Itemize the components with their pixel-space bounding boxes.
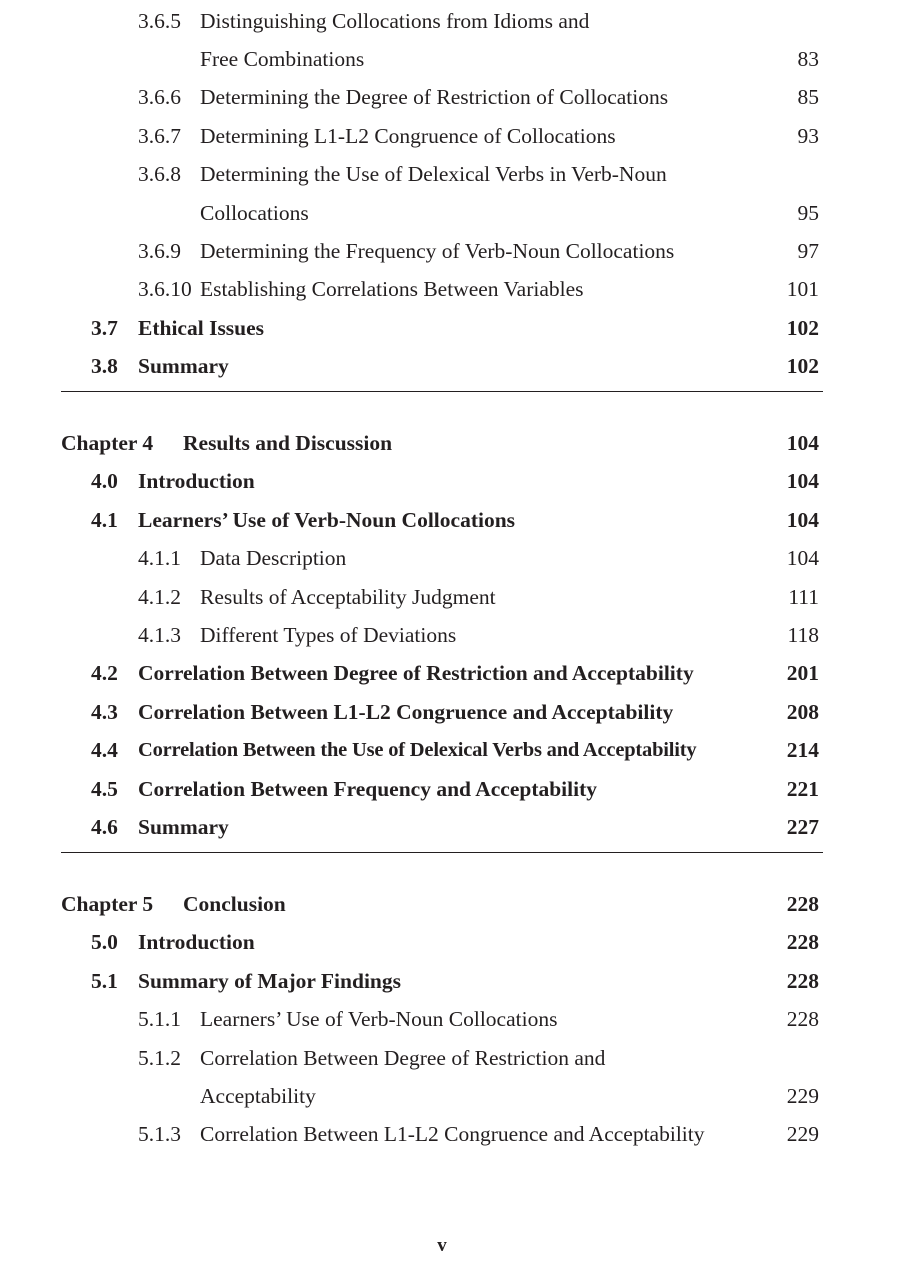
entry-page: 93 (797, 124, 819, 148)
entry-title: Correlation Between the Use of Delexical Verbs and Acceptability (138, 739, 697, 761)
page-number: v (437, 1235, 447, 1256)
entry-title: Correlation Between L1-L2 Congruence and Acceptability (138, 700, 674, 724)
entry-title: Determining the Frequency of Verb-Noun Collocations (200, 239, 675, 263)
entry-number: 3.7 (91, 316, 118, 340)
entry-number: 4.6 (91, 815, 118, 839)
entry-page: 229 (786, 1122, 819, 1146)
entry-number: 3.6.10 (138, 277, 192, 301)
entry-title: Learners’ Use of Verb-Noun Collocations (138, 508, 516, 532)
chapter-title: Conclusion (183, 892, 286, 916)
entry-page: 228 (786, 969, 819, 993)
entry-title: Correlation Between Frequency and Acceptability (138, 777, 598, 801)
entry-title: Learners’ Use of Verb-Noun Collocations (200, 1007, 558, 1031)
entry-title: Summary (138, 354, 229, 378)
chapter-label: Chapter 5 (61, 892, 154, 916)
entry-number: 4.1.2 (138, 585, 181, 609)
entry-page: 229 (786, 1084, 819, 1108)
entry-title: Correlation Between Degree of Restriction and (200, 1046, 606, 1070)
entry-number: 3.8 (91, 354, 118, 378)
entry-number: 3.6.9 (138, 239, 181, 263)
entry-title: Different Types of Deviations (200, 623, 457, 647)
entry-number: 3.6.7 (138, 124, 181, 148)
entry-number: 5.1.3 (138, 1122, 181, 1146)
entry-page: 227 (786, 815, 819, 839)
entry-page: 102 (786, 354, 819, 378)
entry-title: Introduction (138, 930, 255, 954)
chapter-label: Chapter 4 (61, 431, 154, 455)
entry-page: 102 (786, 316, 819, 340)
entry-number: 4.1.1 (138, 546, 181, 570)
entry-number: 5.1 (91, 969, 118, 993)
entry-page: 201 (786, 661, 819, 685)
entry-title: Introduction (138, 469, 255, 493)
entry-page: 104 (786, 469, 819, 493)
entry-page: 228 (786, 1007, 819, 1031)
entry-number: 3.6.6 (138, 85, 181, 109)
entry-title: Free Combinations (200, 47, 365, 71)
entry-page: 101 (786, 277, 819, 301)
entry-number: 5.0 (91, 930, 118, 954)
entry-number: 5.1.2 (138, 1046, 181, 1070)
entry-number: 3.6.8 (138, 162, 181, 186)
entry-number: 5.1.1 (138, 1007, 181, 1031)
entry-title: Collocations (200, 201, 309, 225)
entry-page: 214 (786, 738, 819, 762)
entry-number: 4.3 (91, 700, 118, 724)
entry-number: 3.6.5 (138, 9, 181, 33)
chapter-divider (61, 852, 823, 853)
entry-title: Determining the Degree of Restriction of Collocations (200, 85, 669, 109)
entry-number: 4.4 (91, 738, 118, 762)
entry-title: Establishing Correlations Between Variables (200, 277, 584, 301)
entry-page: 221 (786, 777, 819, 801)
entry-title: Data Description (200, 546, 347, 570)
chapter-title: Results and Discussion (183, 431, 393, 455)
entry-title: Determining the Use of Delexical Verbs in Verb-Noun (200, 162, 667, 186)
entry-title: Distinguishing Collocations from Idioms and (200, 9, 590, 33)
chapter-divider (61, 391, 823, 392)
entry-title: Summary (138, 815, 229, 839)
entry-title: Acceptability (200, 1084, 316, 1108)
entry-page: 104 (786, 508, 819, 532)
entry-page: 95 (797, 201, 819, 225)
entry-page: 85 (797, 85, 819, 109)
entry-title: Correlation Between Degree of Restriction and Acceptability (138, 661, 694, 685)
entry-title: Results of Acceptability Judgment (200, 585, 496, 609)
entry-number: 4.2 (91, 661, 118, 685)
entry-page: 104 (786, 546, 819, 570)
entry-number: 4.1 (91, 508, 118, 532)
entry-title: Correlation Between L1-L2 Congruence and Acceptability (200, 1122, 705, 1146)
entry-page: 97 (797, 239, 819, 263)
entry-page: 208 (786, 700, 819, 724)
entry-page: 83 (797, 47, 819, 71)
entry-title: Determining L1-L2 Congruence of Collocations (200, 124, 616, 148)
entry-page: 111 (788, 585, 819, 609)
entry-title: Summary of Major Findings (138, 969, 401, 993)
entry-page: 118 (787, 623, 819, 647)
entry-number: 4.1.3 (138, 623, 181, 647)
entry-page: 104 (786, 431, 819, 455)
entry-page: 228 (786, 892, 819, 916)
entry-number: 4.5 (91, 777, 118, 801)
entry-page: 228 (786, 930, 819, 954)
entry-number: 4.0 (91, 469, 118, 493)
entry-title: Ethical Issues (138, 316, 265, 340)
